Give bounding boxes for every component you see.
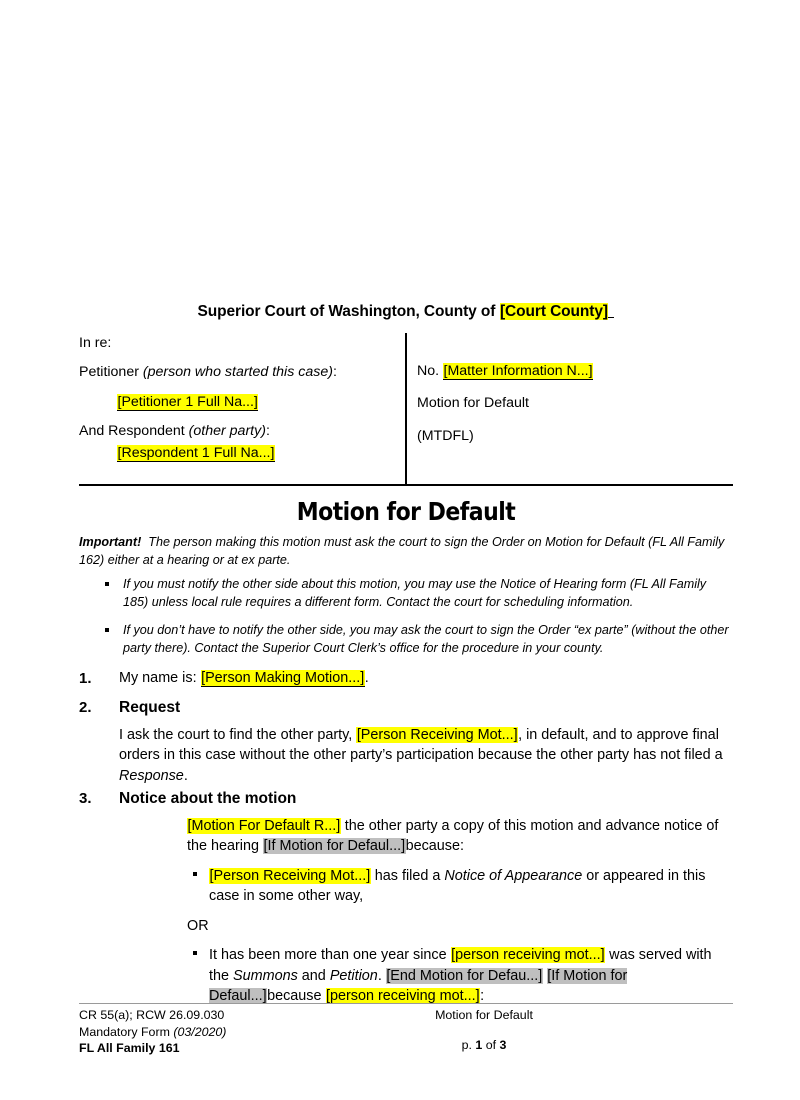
court-county-underline bbox=[608, 317, 614, 318]
item-1-body bbox=[119, 668, 733, 688]
petitioner-label: Petitioner bbox=[79, 364, 143, 381]
important-bullet-2 bbox=[99, 622, 733, 658]
person-receiving-motion-field-4[interactable]: [person receiving mot...] bbox=[326, 988, 480, 1005]
petitioner-name-row bbox=[79, 392, 397, 413]
item-1-paragraph bbox=[119, 668, 733, 688]
item-2-response-italic: Response bbox=[119, 767, 184, 784]
motion-for-default-r-field[interactable]: [Motion For Default R...] bbox=[187, 818, 341, 834]
numbered-item-1 bbox=[79, 668, 733, 688]
summons-italic: Summons bbox=[233, 967, 298, 984]
caption-doc-type: Motion for Default bbox=[417, 395, 529, 412]
caption-right-column bbox=[417, 359, 727, 456]
item-2-text-mid: , in default, and to approve final orders in this case without the other party’s participation because the other party has not filed a bbox=[119, 727, 723, 764]
court-heading-prefix: Superior Court of Washington, County of bbox=[197, 303, 500, 320]
important-bullet-list bbox=[99, 576, 733, 658]
item-3-bullet-2-text-6: : bbox=[480, 988, 485, 1005]
item-1-text-before: My name is: bbox=[119, 670, 201, 686]
important-bullet-1-text-1: If you must notify the other side about this motion, you may use the bbox=[123, 577, 501, 591]
footer-page-number bbox=[359, 1037, 609, 1054]
item-1-text-after: . bbox=[364, 670, 369, 686]
item-1-number: 1. bbox=[79, 670, 92, 687]
footer-mandatory-date: (03/2020) bbox=[173, 1024, 227, 1039]
item-2-heading: Request bbox=[119, 699, 181, 716]
case-number-field[interactable]: [Matter Information N...] bbox=[443, 363, 593, 379]
footer-center-title: Motion for Default bbox=[435, 1008, 533, 1022]
important-bullet-1-text-2: form (FL All Family 185) unless local rule requires a different form. Contact the court for scheduling information. bbox=[123, 577, 707, 609]
petitioner-colon: : bbox=[332, 364, 337, 381]
person-receiving-motion-field-1[interactable]: [Person Receiving Mot...] bbox=[356, 727, 518, 743]
item-3-bullet-2-text-3: and bbox=[297, 967, 330, 984]
petitioner-label-line bbox=[79, 362, 397, 383]
end-motion-for-default-field[interactable]: [End Motion for Defau...] bbox=[386, 967, 543, 984]
petitioner-note: (person who started this case) bbox=[142, 364, 333, 381]
item-3-bullet-2-text-5: because bbox=[267, 988, 326, 1005]
respondent-label: And Respondent bbox=[79, 422, 189, 439]
footer-page-middle: of bbox=[482, 1038, 500, 1052]
important-bullet-1-italic: Notice of Hearing bbox=[500, 577, 602, 591]
item-3-bullet-2-text-4: . bbox=[377, 967, 386, 984]
caption-left-column bbox=[79, 333, 397, 464]
page-title: Motion for Default bbox=[296, 497, 516, 526]
petition-italic: Petition bbox=[329, 967, 378, 984]
item-3-number: 3. bbox=[79, 790, 92, 807]
notice-of-appearance-italic: Notice of Appearance bbox=[444, 867, 583, 884]
footer-mandatory-label: Mandatory Form bbox=[79, 1024, 174, 1039]
person-receiving-motion-field-3[interactable]: [person receiving mot...] bbox=[451, 947, 605, 964]
item-2-body bbox=[119, 697, 733, 786]
footer-form-number: FL All Family 161 bbox=[79, 1041, 180, 1055]
important-bullet-2-text-1: If you don’t have to notify the other side, you may ask the court to sign the Order “ex parte” (without the other party there). Contact the Superior Court Clerk’s office for the procedure in your county. bbox=[123, 622, 729, 655]
court-county-field[interactable]: [Court County] bbox=[500, 303, 608, 320]
respondent-name-row bbox=[79, 443, 397, 464]
item-3-bullet-2-text-2: was served with the bbox=[209, 947, 712, 984]
important-text-2: (FL All Family 162) either at a hearing or at ex parte. bbox=[79, 535, 725, 567]
footer-page-total: 3 bbox=[499, 1038, 507, 1052]
case-number-label: No. bbox=[417, 363, 444, 379]
item-2-number: 2. bbox=[79, 699, 92, 716]
caption-bottom-rule bbox=[79, 484, 733, 486]
important-bullet-1 bbox=[99, 576, 733, 612]
numbered-item-2 bbox=[79, 697, 733, 786]
footer-page-prefix: p. bbox=[461, 1038, 476, 1052]
respondent-label-line bbox=[79, 421, 397, 442]
footer-page-current: 1 bbox=[475, 1038, 483, 1052]
footer-mandatory-line bbox=[79, 1024, 359, 1041]
person-receiving-motion-field-2[interactable]: [Person Receiving Mot...] bbox=[209, 867, 371, 884]
item-3-bullet-1-text-1: has filed a bbox=[370, 867, 445, 884]
respondent-name-field[interactable]: [Respondent 1 Full Na...] bbox=[117, 445, 275, 462]
if-motion-for-default-field-1[interactable]: [If Motion for Defaul...] bbox=[263, 838, 406, 855]
item-3-bullet-1 bbox=[187, 866, 733, 907]
important-text-italic: Order on Motion for Default bbox=[491, 535, 649, 549]
item-3-bullet-2 bbox=[187, 945, 733, 1006]
item-3-bullet-list-1 bbox=[187, 866, 733, 907]
respondent-colon: : bbox=[265, 422, 270, 439]
item-3-bullet-2-text-1: It has been more than one year since bbox=[209, 947, 451, 964]
respondent-note: (other party) bbox=[188, 422, 266, 439]
important-label: Important! bbox=[79, 535, 142, 549]
item-3-bullet-list-2 bbox=[187, 945, 733, 1006]
court-heading bbox=[79, 303, 733, 321]
caption-vertical-divider bbox=[405, 333, 407, 485]
item-3-heading: Notice about the motion bbox=[119, 790, 297, 807]
important-text-1: The person making this motion must ask the court to sign the bbox=[148, 535, 492, 549]
case-number-row bbox=[417, 359, 727, 383]
important-note bbox=[79, 534, 731, 570]
item-2-paragraph bbox=[119, 725, 733, 786]
footer-citation: CR 55(a); RCW 26.09.030 bbox=[79, 1008, 225, 1022]
footer-top-rule bbox=[79, 1003, 733, 1004]
item-3-lead-paragraph bbox=[187, 816, 733, 857]
in-re-label: In re: bbox=[79, 335, 112, 351]
item-3-body bbox=[119, 788, 733, 1007]
footer-left-block bbox=[79, 1007, 359, 1057]
item-3-or-divider: OR bbox=[187, 917, 209, 934]
petitioner-name-field[interactable]: [Petitioner 1 Full Na...] bbox=[117, 393, 258, 410]
item-2-text-before: I ask the court to find the other party, bbox=[119, 727, 357, 743]
item-3-lead-tail: because: bbox=[405, 838, 464, 855]
item-2-text-after: . bbox=[183, 767, 188, 784]
caption-doc-code: (MTDFL) bbox=[417, 427, 474, 444]
person-making-motion-field[interactable]: [Person Making Motion...] bbox=[201, 670, 365, 686]
item-3-lead-text: the other party a copy of this motion and advance notice of the hearing bbox=[187, 818, 719, 855]
numbered-item-3 bbox=[79, 788, 733, 1007]
item-3-bullet-1-text-2: or appeared in this case in some other way, bbox=[209, 867, 706, 905]
case-caption bbox=[79, 333, 733, 485]
if-motion-for-default-field-2[interactable]: [If Motion for Defaul...] bbox=[209, 967, 628, 1005]
page-footer bbox=[79, 1007, 733, 1063]
